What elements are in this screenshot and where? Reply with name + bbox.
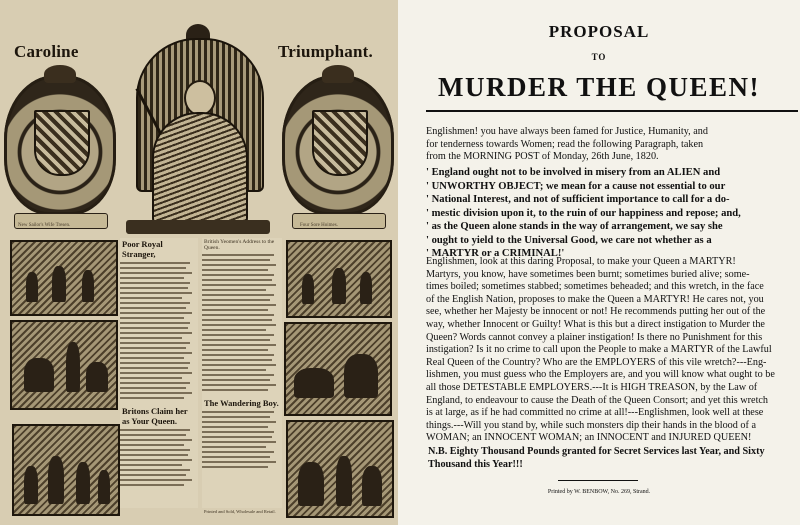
body-line: is at large, as if he had committed no crime at all!---Englishmen, look well at these	[426, 407, 764, 419]
nota-bene	[428, 446, 765, 471]
crest-caption-left: New Sailor's Wife Tresen.	[18, 223, 71, 228]
body-line: England, to endeavour to cause the Death of the Queen Consort; and yet this wretch	[426, 394, 769, 406]
placard-main-headline: MURDER THE QUEEN!	[437, 72, 761, 102]
ballad-title-britons-claim: Britons Claim her as Your Queen.	[122, 406, 188, 426]
body-line: way, whether Innocent or Guilty! What is this but a direct instigation to Murder the	[426, 318, 765, 330]
quote-line: ' as the Queen alone stands in the way of arrangement, we say she	[426, 221, 723, 232]
intro-paragraph	[426, 126, 800, 164]
crest-caption-right: Four Sore Hoimes.	[300, 223, 338, 228]
ballad-column-left	[120, 238, 198, 508]
ballad-column-right	[202, 238, 282, 508]
printer-imprint: Printed by W. BENBOW, No. 269, Strand.	[547, 489, 651, 495]
body-line: Queen? Words cannot convey a plainer instigation! Is there no Punishment for this	[426, 331, 763, 343]
body-paragraph	[426, 256, 800, 445]
intro-line: Englishmen! you have always been famed for Justice, Humanity, and	[426, 126, 708, 137]
placard-title-to: TO	[591, 52, 607, 62]
nb-line: N.B. Eighty Thousand Pounds granted for Secret Services last Year, and Sixty	[428, 446, 765, 457]
caroline-triumphant-broadside	[0, 0, 398, 525]
body-line: lishmen, you must guess who the Employers are, and you will know what ought to be	[426, 369, 775, 381]
broadside-title-left: Caroline	[14, 42, 79, 61]
broadside-imprint: Printed and Sold, Wholesale and Retail.	[204, 509, 276, 514]
placard-title-proposal: PROPOSAL	[548, 22, 650, 41]
body-line: instigation? Is it no crime to call upon the People to make a MARTYR of the Lawful	[426, 344, 772, 356]
quote-line: ' MARTYR or a CRIMINAL!'	[426, 248, 565, 259]
body-line: of the English Nation, proposes to make the Queen a MARTYR! He cares not, you	[426, 293, 764, 305]
intro-line: from the MORNING POST of Monday, 26th June, 1820.	[426, 151, 659, 163]
body-line: Real Queen of the Country? Who are the EMPLOYERS of this vile wretch?---Eng-	[426, 356, 767, 368]
morning-post-quote	[426, 166, 800, 261]
quote-line: ' National Interest, and not of sufficient importance to call for a do-	[426, 194, 730, 205]
ballad-title-yeomens-address: British Yeomen's Address to the Queen.	[204, 239, 275, 251]
body-line: all those DETESTABLE EMPLOYERS.---It is HIGH TREASON, by the Law of	[426, 381, 758, 393]
quote-line: ' ought to yield to the Universal Good, we care not whether as a	[426, 234, 712, 246]
woodcut-gathering	[12, 424, 120, 516]
woodcut-horse-riders	[10, 320, 118, 410]
body-line: see, whether her Majesty be innocent or not! He recommends putting her out of the	[426, 306, 766, 318]
woodcut-procession	[286, 240, 392, 318]
broadside-title-right: Triumphant.	[278, 42, 373, 61]
intro-line: for tenderness towards Women; read the following Paragraph, taken	[426, 138, 704, 150]
woodcut-wandering-figures	[286, 420, 394, 518]
body-line: times boiled; sometimes stabbed; sometimes beheaded; and this wretch, in the face	[426, 281, 764, 293]
body-line: Martyrs, you know, have sometimes been burnt; sometimes buried alive; some-	[426, 268, 750, 280]
murder-the-queen-placard	[398, 0, 800, 525]
woodcut-coach-horses	[284, 322, 392, 416]
queen-on-throne-engraving	[122, 24, 274, 236]
woodcut-crowd-scene	[10, 240, 118, 316]
royal-crest-left-icon	[4, 75, 116, 215]
printer-rule	[558, 480, 638, 481]
body-line: WOMAN; an INNOCENT WOMAN; an INNOCENT and INJURED QUEEN!	[426, 432, 752, 444]
nb-line: Thousand this Year!!!	[428, 458, 523, 470]
body-line: things.---Will you stand by, while such monsters dip their hands in the blood of a	[426, 419, 756, 431]
body-line: Englishmen, look at this daring Proposal, to make your Queen a MARTYR!	[426, 256, 736, 267]
quote-line: ' England ought not to be involved in misery from an ALIEN and	[426, 167, 721, 178]
headline-rule	[426, 110, 798, 112]
ballad-title-wandering-boy: The Wandering Boy.	[204, 398, 279, 408]
quote-line: ' UNWORTHY OBJECT; we mean for a cause not essential to our	[426, 180, 726, 192]
ballad-title-poor-royal-stranger: Poor Royal Stranger,	[122, 239, 163, 259]
quote-line: ' mestic division upon it, to the ruin of our happiness and repose; and,	[426, 207, 741, 219]
royal-crest-right-icon	[282, 75, 394, 215]
